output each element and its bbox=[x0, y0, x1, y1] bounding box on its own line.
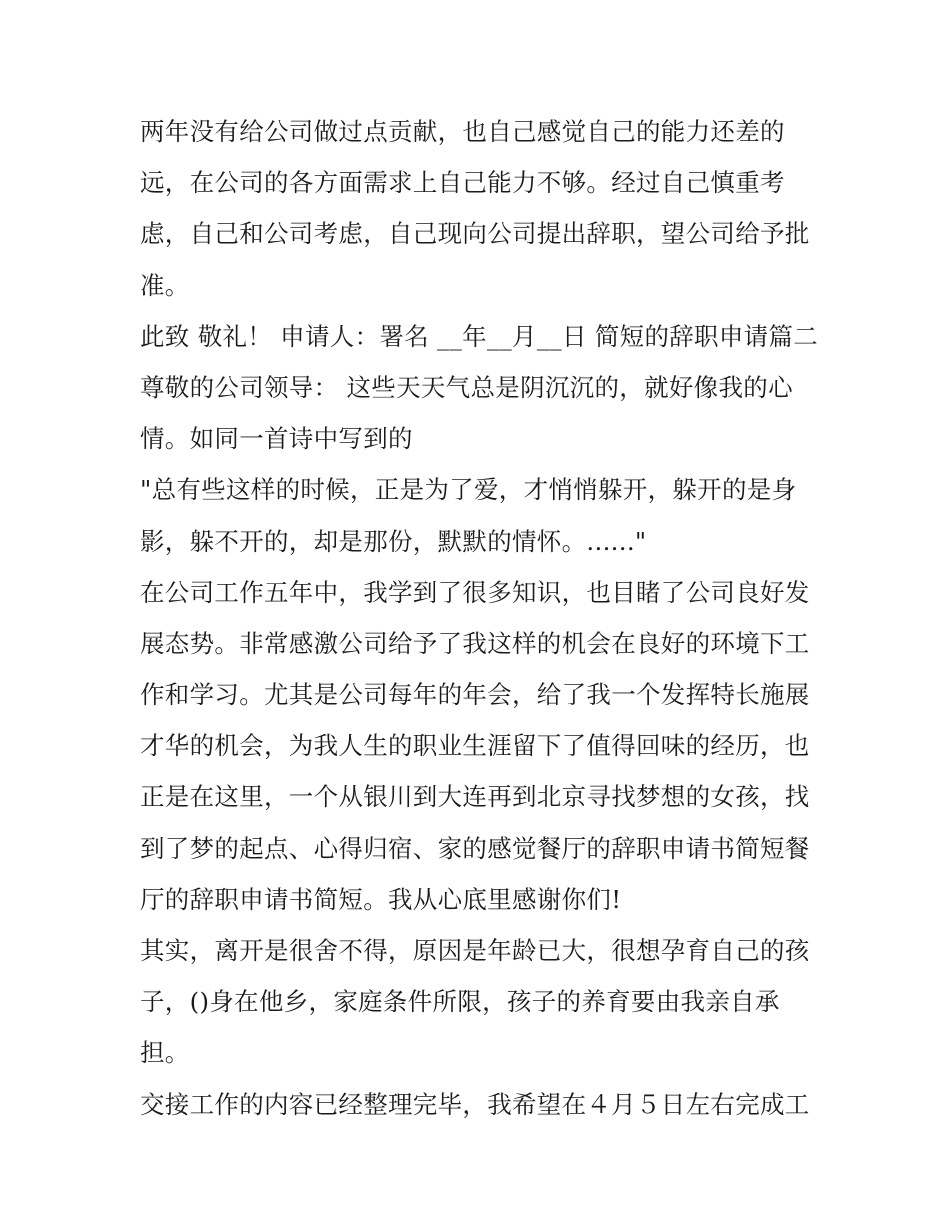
text-line: 准。 bbox=[140, 270, 190, 300]
text-line: 情。如同一首诗中写到的 bbox=[140, 424, 413, 454]
text-line: 交接工作的内容已经整理完毕，我希望在４月５日左右完成工 bbox=[140, 1089, 810, 1119]
body-text bbox=[140, 106, 820, 1130]
text-line: 展态势。非常感激公司给予了我这样的机会在良好的环境下工 bbox=[140, 628, 810, 658]
text-line: 虑，自己和公司考虑，自己现向公司提出辞职，望公司给予批 bbox=[140, 219, 810, 249]
text-line: 厅的辞职申请书简短。我从心底里感谢你们! bbox=[140, 884, 622, 914]
text-line: 此致 敬礼！ 申请人：署名 __年__月__日 简短的辞职申请篇二 bbox=[140, 321, 819, 351]
text-line: 才华的机会，为我人生的职业生涯留下了值得回味的经历，也 bbox=[140, 731, 810, 761]
text-line: 正是在这里，一个从银川到大连再到北京寻找梦想的女孩，找 bbox=[140, 782, 810, 812]
text-line: 在公司工作五年中，我学到了很多知识，也目睹了公司良好发 bbox=[140, 577, 810, 607]
text-line: 影，躲不开的，却是那份，默默的情怀。......" bbox=[140, 526, 647, 556]
text-line: 到了梦的起点、心得归宿、家的感觉餐厅的辞职申请书简短餐 bbox=[140, 833, 810, 863]
text-line: 担。 bbox=[140, 1038, 190, 1068]
text-line: 两年没有给公司做过点贡献，也自己感觉自己的能力还差的 bbox=[140, 117, 785, 146]
text-line: 作和学习。尤其是公司每年的年会，给了我一个发挥特长施展 bbox=[140, 680, 810, 710]
text-line: 其实，离开是很舍不得，原因是年龄已大，很想孕育自己的孩 bbox=[140, 936, 810, 965]
text-line: "总有些这样的时候，正是为了爱，才悄悄躲开，躲开的是身 bbox=[140, 475, 797, 505]
text-line: 远，在公司的各方面需求上自己能力不够。经过自己慎重考 bbox=[140, 168, 785, 198]
text-line: 子，()身在他乡，家庭条件所限，孩子的养育要由我亲自承 bbox=[140, 987, 780, 1017]
text-line: 尊敬的公司领导： 这些天天气总是阴沉沉的，就好像我的心 bbox=[140, 372, 793, 402]
